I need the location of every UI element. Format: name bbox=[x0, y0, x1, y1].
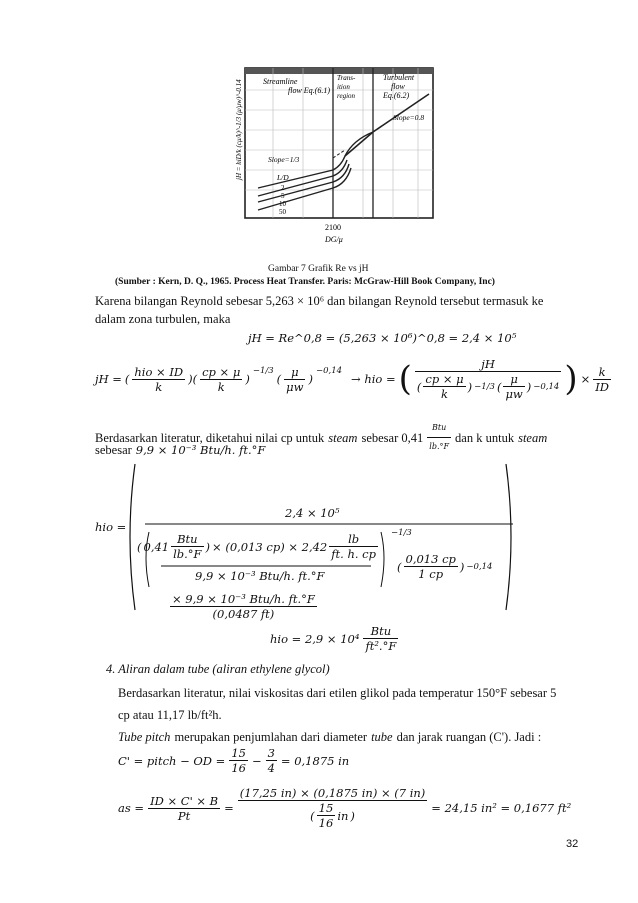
section4-p2: cp atau 11,17 lb/ft²h. bbox=[118, 708, 222, 722]
equation-hio-result: hio = 2,9 × 10⁴ $\frac{\text{Btu}}{\text{ft².°F}}$ bbox=[270, 624, 397, 653]
para2-line1: Berdasarkan literatur, diketahui nilai cp untuk steam sebesar 0,41 $\frac{\text{Btu}}{lb.^\circ F}$ dan k untuk steam bbox=[95, 419, 547, 456]
figure-caption: Gambar 7 Grafik Re vs jH bbox=[268, 264, 369, 274]
eq3-numerator: 2,4 × 10⁵ bbox=[285, 506, 340, 520]
eq2-frac2: $\frac{cp \times \mu}{k}$ bbox=[202, 364, 241, 394]
eq2-lhs: jH = bbox=[95, 372, 122, 386]
label-turbulent: Turbulent bbox=[383, 73, 415, 82]
eq2-frac4: $\frac{k}{ID}$ bbox=[595, 364, 609, 394]
y-axis-label: jH = hiD/k (cμ/k)^-1/3 (μ/μw)^-0.14 bbox=[235, 79, 243, 180]
eq3-denom-top: ( 0,41 $\frac{\text{Btu}}{lb.^\circ F}$ ) × (0,013 cp) × 2,42 $\frac{lb}{ft. h. cp}$ bbox=[137, 532, 376, 561]
eq3-lhs: hio = bbox=[95, 520, 127, 534]
para1-line2: dalam zona turbulen, maka bbox=[95, 312, 231, 326]
eq3-multiplier: × 9,9 × 10⁻³ Btu/h. ft.°F (0,0487 ft) bbox=[172, 592, 315, 621]
label-streamline-eq: flow Eq.(6.1) bbox=[288, 86, 330, 95]
x-tick-2100: 2100 bbox=[325, 223, 341, 232]
label-ld-10: 10 bbox=[279, 200, 286, 208]
equation-c-prime: C' = pitch − OD = $\frac{15}{16}$ − $\frac{3}{4}$ = 0,1875 in bbox=[118, 746, 350, 775]
equation-jh: jH = Re^0,8 = (5,263 × 10⁶)^0,8 = 2,4 × 10⁵ bbox=[248, 331, 517, 345]
section4-p1: Berdasarkan literatur, nilai viskositas dari etilen glikol pada temperatur 150°F sebesar 5 bbox=[118, 686, 557, 700]
eq2-frac1: $\frac{\text{hio × ID}}{k}$ bbox=[134, 364, 184, 394]
label-slope-13: Slope=1/3 bbox=[268, 155, 300, 164]
eq2-arrow: → hio = bbox=[351, 372, 396, 386]
label-ld-5: 5 bbox=[281, 192, 285, 200]
equation-hio-big bbox=[95, 462, 515, 632]
svg-text:ition: ition bbox=[337, 83, 350, 91]
svg-text:region: region bbox=[337, 92, 356, 100]
page-number: 32 bbox=[566, 838, 579, 850]
eq3-denom-k: 9,9 × 10⁻³ Btu/h. ft.°F bbox=[195, 569, 325, 583]
section4-heading: 4. Aliran dalam tube (aliran ethylene glycol) bbox=[106, 662, 330, 676]
figure bbox=[233, 60, 439, 260]
label-ld-50: 50 bbox=[279, 208, 286, 216]
label-ld-2: 2 bbox=[281, 184, 285, 192]
label-transition: Trans- bbox=[337, 74, 356, 82]
eq2-bigfrac: jH ( $\frac{cp \times \mu}{k}$ ) −1/3 ( $\frac{\mu}{\mu w}$ ) −0,14 bbox=[416, 357, 560, 401]
svg-text:Eq.(6.2): Eq.(6.2) bbox=[383, 91, 410, 100]
x-axis-label: DG/μ bbox=[325, 235, 343, 244]
figure-source: (Sumber : Kern, D. Q., 1965. Process Heat Transfer. Paris: McGraw-Hill Book Company, Inc) bbox=[115, 277, 495, 287]
figure-chart bbox=[233, 60, 439, 260]
label-streamline: Streamline bbox=[263, 77, 298, 86]
eq3-exp-13: −1/3 bbox=[391, 528, 412, 538]
para2-line2: sebesar 9,9 × 10⁻³ Btu/h. ft.°F bbox=[95, 443, 266, 457]
equation-as: as = $\frac{ID \times C' \times B}{Pt}$ = (17,25 in) × (0,1875 in) × (7 in) ( $\frac{15}{16}$ in ) = 24,15 in² = 0,1677 ft² bbox=[118, 786, 572, 830]
label-ld: L/D bbox=[277, 173, 289, 182]
eq3-visc: ( $\frac{0,013 cp}{1 cp}$ ) −0,14 bbox=[397, 552, 493, 581]
equation-jh-hio: jH = ( $\frac{\text{hio × ID}}{k}$ )( $\frac{cp \times \mu}{k}$ ) $^{-1/3}$ ( $\frac{\mu}{\mu w}$ ) $^{-0,14}$ → hio = ( jH ( $\frac{cp \times \mu}{k}$ ) −1/3 ( $\frac{\mu}{\mu w}$ ) −0,14 ) × $\frac{k}{ID}$ bbox=[95, 357, 609, 401]
eq2-frac3: $\frac{\mu}{\mu w}$ bbox=[286, 364, 304, 394]
section4-p3: Tube pitch merupakan penjumlahan dari diameter tube dan jarak ruangan (C'). Jadi : bbox=[118, 730, 542, 744]
para1-line1: Karena bilangan Reynold sebesar 5,263 × 10⁶ dan bilangan Reynold tersebut termasuk ke bbox=[95, 294, 544, 308]
svg-text:flow: flow bbox=[391, 82, 405, 91]
label-slope-08: Slope=0.8 bbox=[393, 113, 425, 122]
